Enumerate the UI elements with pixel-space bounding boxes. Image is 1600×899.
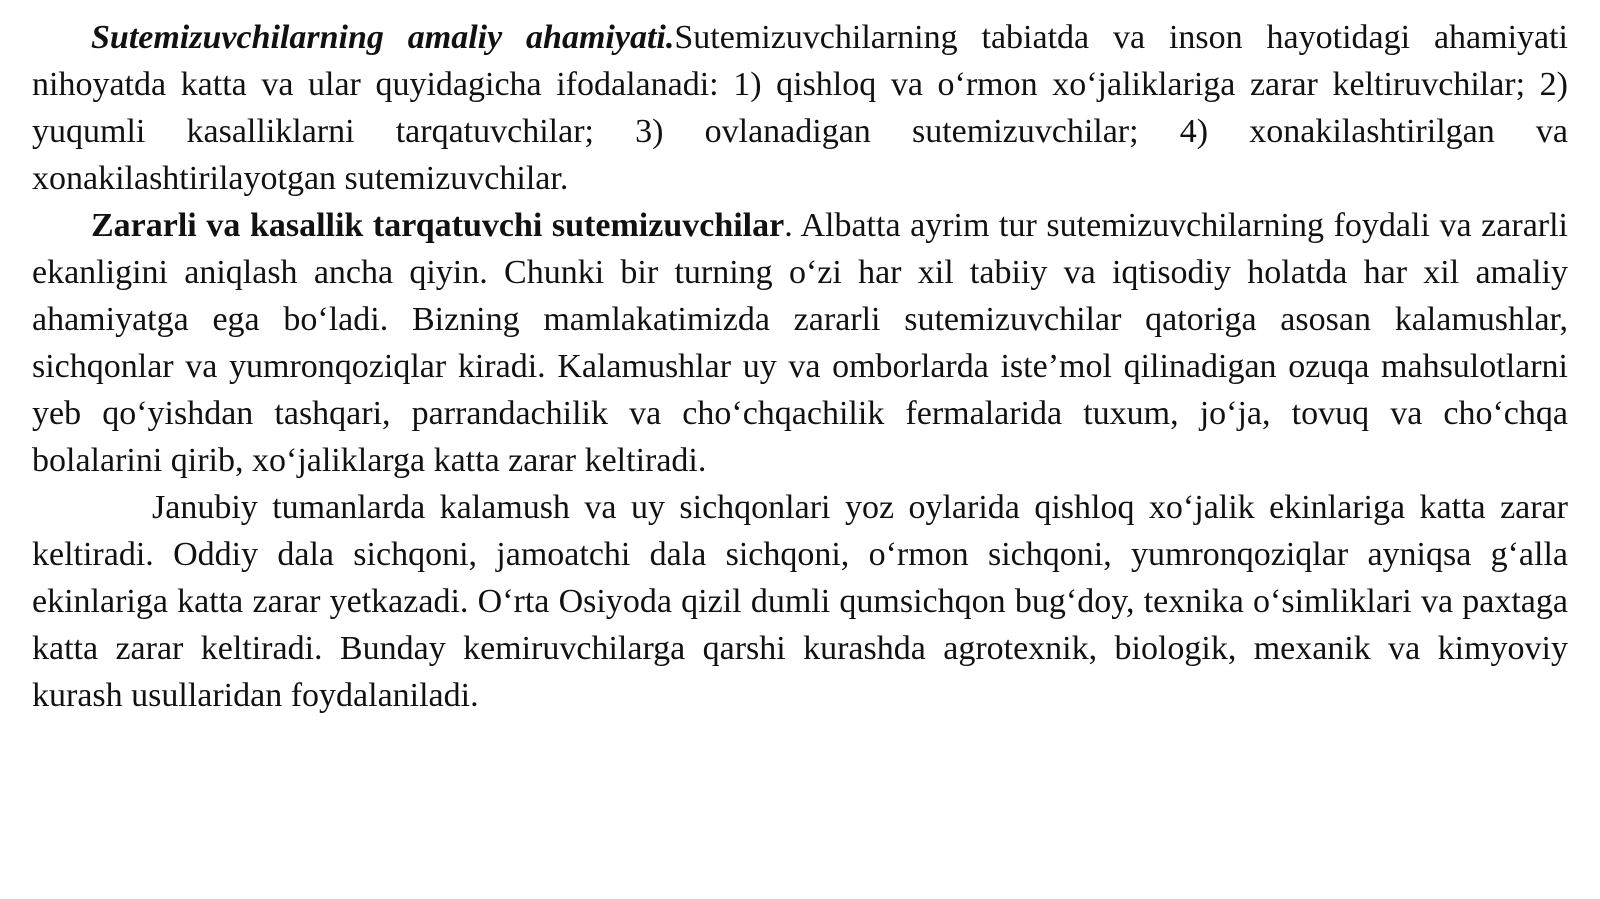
- paragraph-text: Sutemizuvchilarning tabiatda va inson hayotidagi ahamiyati nihoyatda katta va ular quyidagicha ifodalanadi: 1) qishloq va o‘rmon xo‘jaliklariga zarar keltiruvchilar; 2) yuqumli kasalliklarni tarqatuvchilar; 3) ovlanadigan sutemizuvchilar; 4) xonakilashtirilgan va xonakilashtirilayotgan sutemizuvchilar.: [32, 19, 1568, 197]
- document-page: [32, 14, 1568, 719]
- section-heading-harmful-mammals: Zararli va kasallik tarqatuvchi sutemizuvchilar: [91, 207, 785, 244]
- paragraph-harmful-mammals: [32, 202, 1568, 484]
- paragraph-southern-regions: [32, 484, 1568, 719]
- section-heading-practical-importance: Sutemizuvchilarning amaliy ahamiyati.: [91, 19, 675, 56]
- paragraph-practical-importance: [32, 14, 1568, 202]
- paragraph-text: Janubiy tumanlarda kalamush va uy sichqonlari yoz oylarida qishloq xo‘jalik ekinlariga katta zarar keltiradi. Oddiy dala sichqoni, jamoatchi dala sichqoni, o‘rmon sichqoni, yumronqoziqlar ayniqsa g‘alla ekinlariga katta zarar yetkazadi. O‘rta Osiyoda qizil dumli qumsichqon bug‘doy, texnika o‘simliklari va paxtaga katta zarar keltiradi. Bunday kemiruvchilarga qarshi kurashda agrotexnik, biologik, mexanik va kimyoviy kurash usullaridan foydalaniladi.: [32, 489, 1568, 714]
- paragraph-text: . Albatta ayrim tur sutemizuvchilarning foydali va zararli ekanligini aniqlash ancha qiyin. Chunki bir turning o‘zi har xil tabiiy va iqtisodiy holatda har xil amaliy ahamiyatga ega bo‘ladi. Bizning mamlakatimizda zararli sutemizuvchilar qatoriga asosan kalamushlar, sichqonlar va yumronqoziqlar kiradi. Kalamushlar uy va omborlarda iste’mol qilinadigan ozuqa mahsulotlarni yeb qo‘yishdan tashqari, parrandachilik va cho‘chqachilik fermalarida tuxum, jo‘ja, tovuq va cho‘chqa bolalarini qirib, xo‘jaliklarga katta zarar keltiradi.: [32, 207, 1568, 479]
